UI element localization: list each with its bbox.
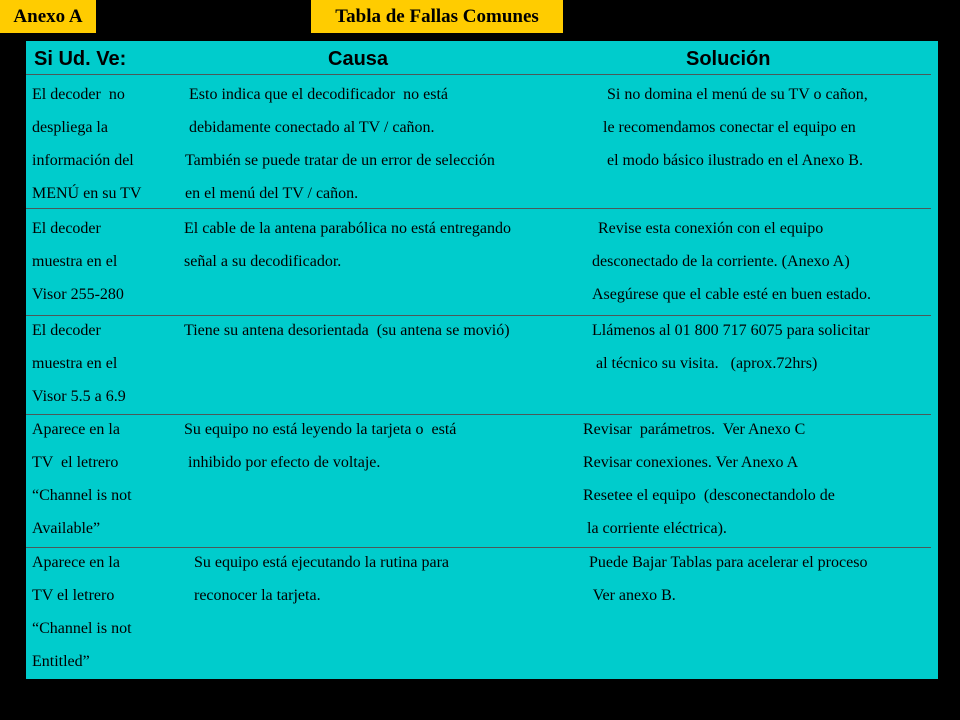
column-header-see: Si Ud. Ve: (34, 48, 127, 70)
row-4-solution-line: Revisar parámetros. Ver Anexo C (583, 421, 806, 438)
row-5-solution-line: Ver anexo B. (589, 587, 676, 604)
row-3-solution-line: al técnico su visita. (aprox.72hrs) (592, 355, 818, 372)
row-1-cause-line: También se puede tratar de un error de selección (185, 152, 495, 169)
row-4-cause-line: Su equipo no está leyendo la tarjeta o está (184, 421, 457, 438)
row-divider (26, 315, 931, 316)
row-4-solution-line: la corriente eléctrica). (583, 520, 727, 537)
row-divider (26, 547, 931, 548)
row-5-see-line: “Channel is not (32, 620, 132, 637)
row-5-see-line: Aparece en la (32, 554, 120, 571)
row-divider (26, 414, 931, 415)
row-2-solution-line: Revise esta conexión con el equipo (594, 220, 824, 237)
column-header-cause: Causa (328, 48, 389, 70)
row-2-cause-line: señal a su decodificador. (184, 253, 342, 270)
row-3-see-line: muestra en el (32, 355, 118, 372)
row-5-cause-line: reconocer la tarjeta. (186, 587, 321, 604)
row-4-solution-line: Revisar conexiones. Ver Anexo A (583, 454, 799, 471)
row-4-see-line: Aparece en la (32, 421, 120, 438)
row-4-see-line: TV el letrero (32, 454, 119, 471)
row-5-see-line: TV el letrero (32, 587, 115, 604)
row-1-cause-line: debidamente conectado al TV / cañon. (185, 119, 435, 136)
row-2-solution-line: desconectado de la corriente. (Anexo A) (592, 253, 850, 270)
row-4-see-line: Available” (32, 520, 101, 537)
row-1-cause-line: Esto indica que el decodificador no está (185, 86, 449, 103)
row-1-solution-line: Si no domina el menú de su TV o cañon, (603, 86, 868, 103)
row-1-see-line: información del (32, 152, 134, 169)
table-title-tag: Tabla de Fallas Comunes (311, 0, 563, 33)
row-5-solution-line: Puede Bajar Tablas para acelerar el proceso (589, 554, 868, 571)
row-3-cause-line: Tiene su antena desorientada (su antena se movió) (184, 322, 510, 339)
row-1-cause-line: en el menú del TV / cañon. (185, 185, 359, 202)
row-1-see-line: El decoder no (32, 86, 125, 103)
row-1-solution-line: le recomendamos conectar el equipo en (603, 119, 856, 136)
row-5-see-line: Entitled” (32, 653, 90, 670)
row-2-see-line: Visor 255-280 (32, 286, 124, 303)
row-4-solution-line: Resetee el equipo (desconectandolo de (583, 487, 835, 504)
row-1-see-line: despliega la (32, 119, 108, 136)
row-divider (26, 74, 931, 75)
row-1-see-line: MENÚ en su TV (32, 185, 142, 202)
annex-tag: Anexo A (0, 0, 96, 33)
row-4-see-line: “Channel is not (32, 487, 132, 504)
row-2-see-line: El decoder (32, 220, 101, 237)
row-3-solution-line: Llámenos al 01 800 717 6075 para solicitar (592, 322, 870, 339)
row-3-see-line: El decoder (32, 322, 101, 339)
row-4-cause-line: inhibido por efecto de voltaje. (184, 454, 381, 471)
row-5-cause-line: Su equipo está ejecutando la rutina para (186, 554, 450, 571)
row-divider (26, 208, 931, 209)
column-header-solution: Solución (686, 48, 771, 70)
fault-table (26, 41, 938, 679)
row-1-solution-line: el modo básico ilustrado en el Anexo B. (603, 152, 863, 169)
row-2-cause-line: El cable de la antena parabólica no está entregando (184, 220, 511, 237)
row-2-solution-line: Asegúrese que el cable esté en buen estado. (592, 286, 871, 303)
row-2-see-line: muestra en el (32, 253, 118, 270)
row-3-see-line: Visor 5.5 a 6.9 (32, 388, 126, 405)
